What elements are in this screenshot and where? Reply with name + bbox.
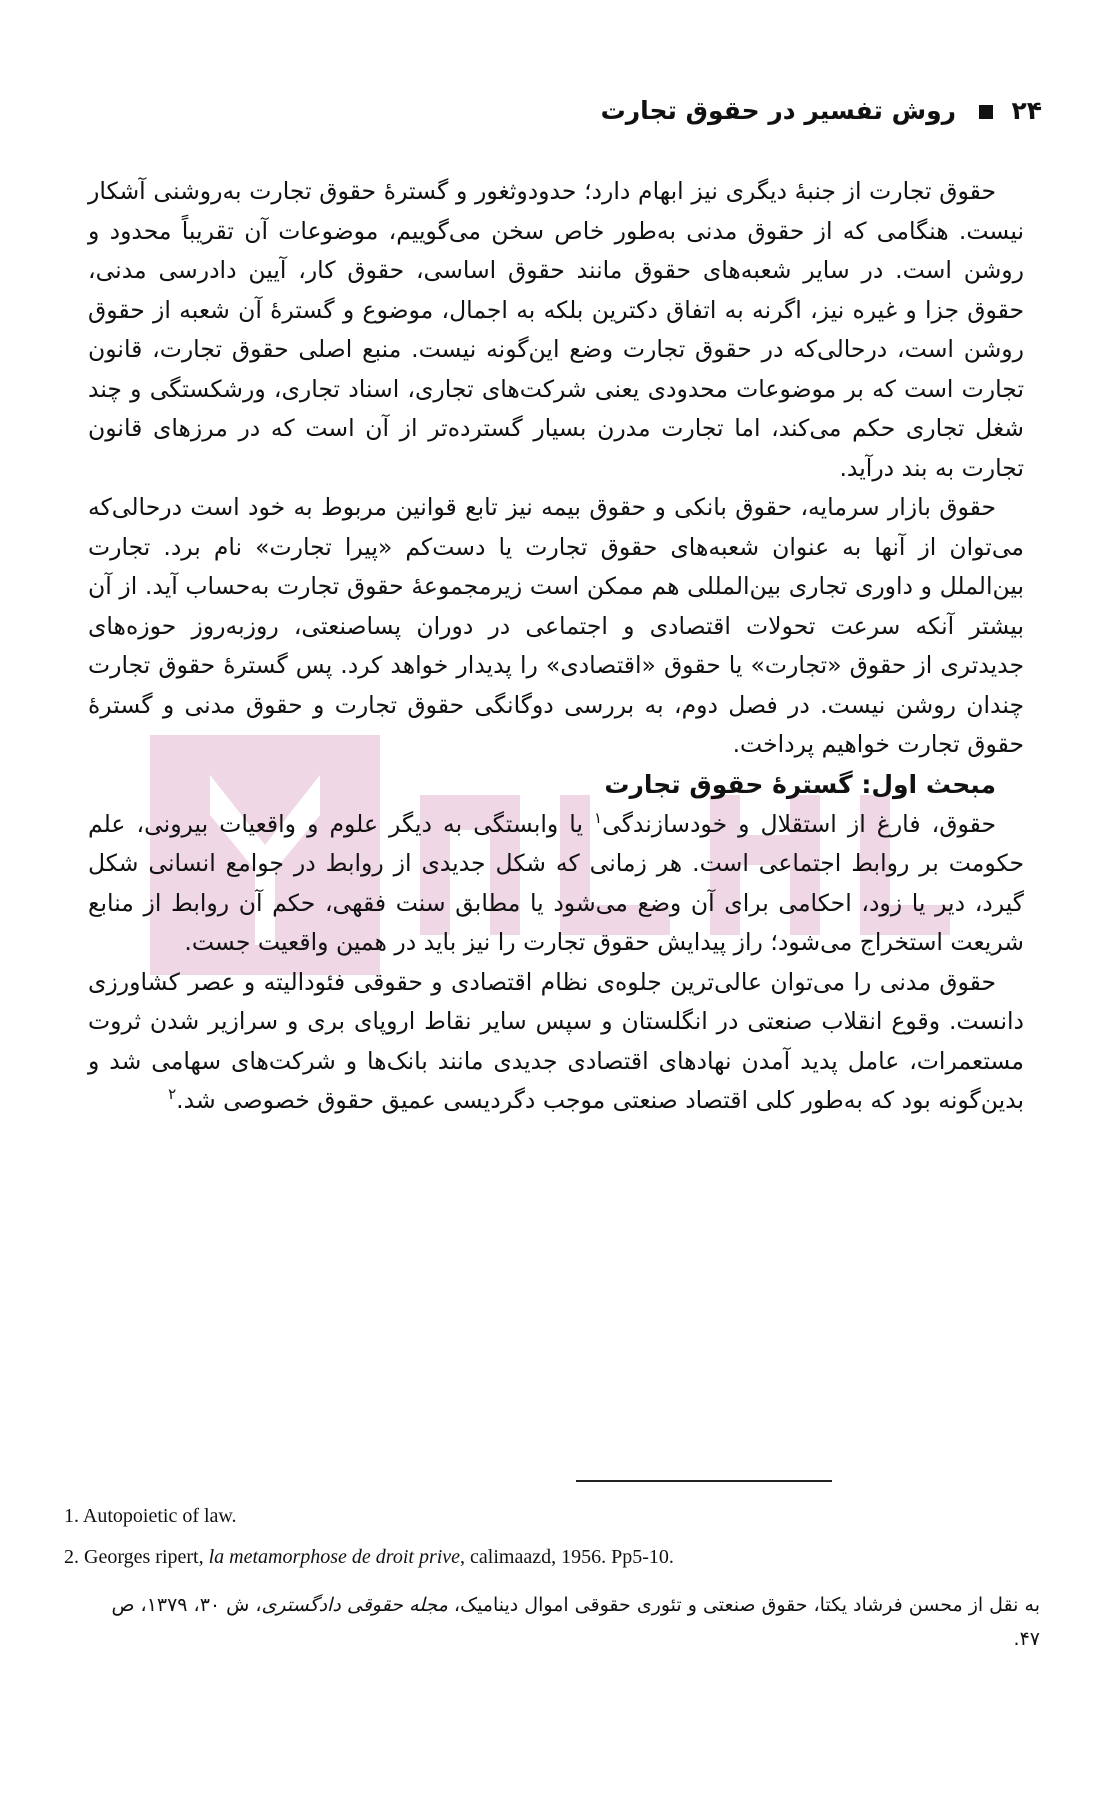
paragraph-3 <box>88 805 1024 963</box>
footnote-2-title: la metamorphose de droit prive <box>208 1546 461 1568</box>
section-heading: مبحث اول: گسترهٔ حقوق تجارت <box>604 769 996 799</box>
running-title: روش تفسیر در حقوق تجارت <box>600 96 957 125</box>
paragraph-3-rest: یا وابستگی به دیگر علوم و واقعیات بیرونی، علم حکومت بر روابط اجتماعی است. هر زمانی که شکل جدیدی از روابط در جوامع انسانی شکل گیرد، دیر یا زود، احکامی برای آن وضع می‌شود یا مطابق سنت فقهی، حکم آن روابط از منابع شریعت استخراج می‌شود؛ راز پیدایش حقوق تجارت را نیز باید در همین واقعیت جست. <box>88 809 1024 956</box>
paragraph-4-text: حقوق مدنی را می‌توان عالی‌ترین جلوه‌ی نظام اقتصادی و حقوقی فئودالیته و عصر کشاورزی دانست. وقوع انقلاب صنعتی در انگلستان و سپس سایر نقاط اروپای بری و سرازیر شدن ثروت مستعمرات، عامل پدید آمدن نهادهای اقتصادی جدیدی مانند بانک‌ها و شرکت‌های سهامی شد و بدین‌گونه بود که به‌طور کلی اقتصاد صنعتی موجب دگردیسی عمیق حقوق خصوصی شد. <box>88 967 1024 1114</box>
footnote-fa-journal: مجله حقوقی دادگستری <box>261 1594 448 1616</box>
footnote-2-source: , calimaazd, 1956. Pp5-10. <box>460 1546 674 1568</box>
page-number: ۲۴ <box>1011 96 1042 125</box>
footnote-2-author: 2. Georges ripert, <box>64 1546 209 1568</box>
running-header <box>78 94 1042 128</box>
paragraph-3-start: حقوق، فارغ از استقلال و خودسازندگی <box>602 809 996 838</box>
paragraph-1: حقوق تجارت از جنبهٔ دیگری نیز ابهام دارد؛ حدودوثغور و گسترهٔ حقوق تجارت به‌روشنی آشکار نیست. هنگامی که از حقوق مدنی به‌طور خاص سخن می‌گوییم، موضوعات آن تقریباً محدود و روشن است. در سایر شعبه‌های حقوق مانند حقوق اساسی، حقوق کار، آیین دادرسی مدنی، حقوق جزا و غیره نیز، اگرنه به اتفاق دکترین بلکه به اجمال، موضوع و گسترهٔ آن شعبه از حقوق روشن است، درحالی‌که در حقوق تجارت وضع این‌گونه نیست. منبع اصلی حقوق تجارت، قانون تجارت است که بر موضوعات محدودی یعنی شرکت‌های تجاری، اسناد تجاری، ورشکستگی و چند شغل تجاری حکم می‌کند، اما تجارت مدرن بسیار گسترده‌تر از آن است که در مرزهای قانون تجارت به بند درآید. <box>88 177 1024 482</box>
footnote-ref-2: ۲ <box>168 1085 177 1104</box>
footnote-fa-citation: به نقل از محسن فرشاد یکتا، حقوق صنعتی و تئوری حقوقی اموال دینامیک، <box>447 1594 1040 1616</box>
paragraph-4 <box>88 963 1024 1121</box>
footnote-fa-issue: ، ش ۳۰، ۱۳۷۹، ص ۴۷. <box>111 1594 1040 1650</box>
main-text <box>88 172 1024 1121</box>
footnote-separator <box>576 1480 832 1482</box>
header-square-icon <box>979 105 993 119</box>
paragraph-2: حقوق بازار سرمایه، حقوق بانکی و حقوق بیمه نیز تابع قوانین مربوط به خود است درحالی‌که می‌توان از آنها به عنوان شعبه‌های حقوق تجارت یا دست‌کم «پیرا تجارت» نام برد. تجارت بین‌الملل و داوری تجاری بین‌المللی هم ممکن است زیرمجموعهٔ حقوق تجارت به‌حساب آید. از آن بیشتر آنکه سرعت تحولات اقتصادی و اجتماعی در دوران پساصنعتی، روزبه‌روز حوزه‌های جدیدتری از حقوق «تجارت» یا حقوق «اقتصادی» را پدیدار خواهد کرد. پس گسترهٔ حقوق تجارت چندان روشن نیست. در فصل دوم، به بررسی دوگانگی حقوق تجارت و حقوق مدنی و گسترهٔ حقوق تجارت خواهیم پرداخت. <box>88 493 1024 758</box>
footnote-2 <box>64 1543 674 1571</box>
footnote-1: 1. Autopoietic of law. <box>64 1505 237 1527</box>
footnote-2-persian <box>80 1588 1040 1656</box>
footnote-ref-1: ۱ <box>594 808 603 827</box>
